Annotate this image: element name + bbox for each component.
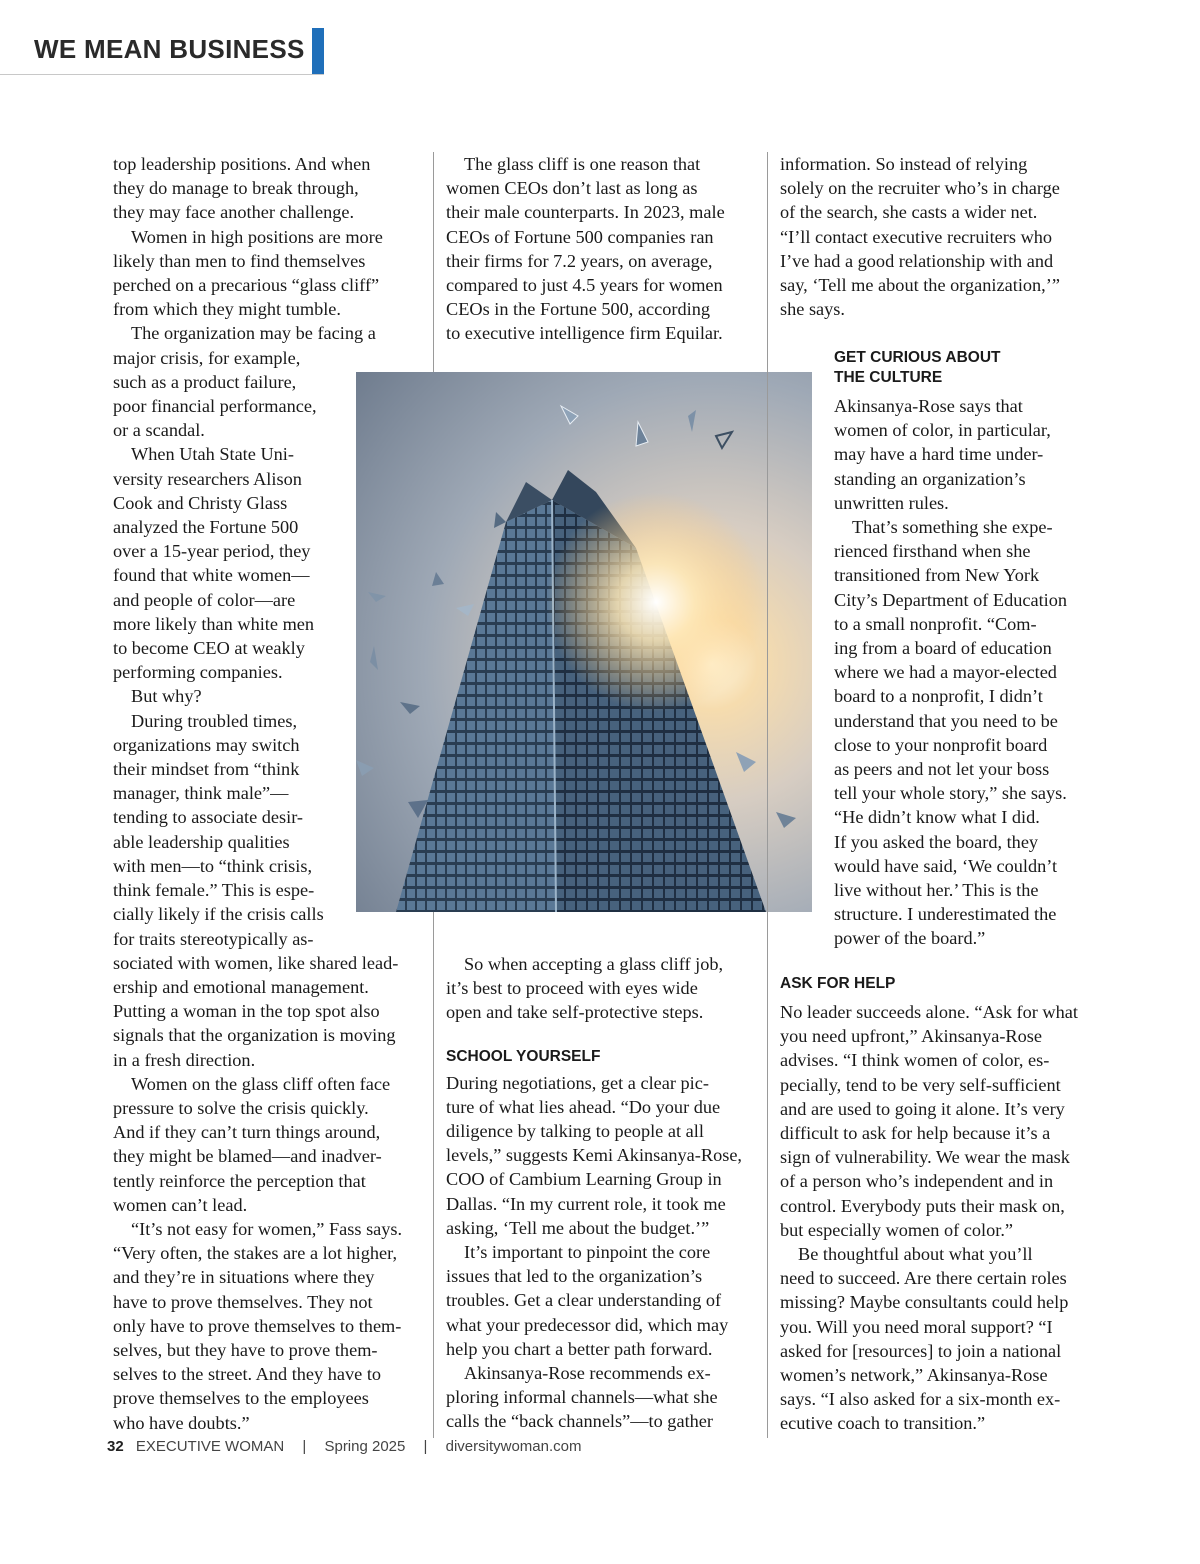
text-line: diligence by talking to people at all [446, 1121, 704, 1142]
text-line: open and take self-protective steps. [446, 1002, 704, 1023]
text-line: women CEOs don’t last as long as [446, 178, 698, 199]
text-line: issues that led to the organization’s [446, 1266, 703, 1287]
text-line: such as a product failure, [113, 371, 297, 392]
page-footer [107, 1438, 582, 1455]
text-line: difficult to ask for help because it’s a [780, 1123, 1051, 1144]
text-line: she says. [780, 299, 845, 320]
text-line: women’s network,” Akinsanya-Rose [780, 1365, 1048, 1386]
text-line: So when accepting a glass cliff job, [464, 954, 724, 974]
text-line: control. Everybody puts their mask on, [780, 1195, 1065, 1216]
text-line: or a scandal. [113, 420, 205, 441]
text-line: would have said, ‘We couldn’t [834, 855, 1058, 876]
text-line: The organization may be facing a [131, 323, 376, 344]
text-line: more likely than white men [113, 613, 315, 634]
text-line: rienced firsthand when she [834, 541, 1031, 562]
text-line: standing an organization’s [834, 468, 1026, 489]
text-line: over a 15-year period, they [113, 541, 311, 562]
text-line: where we had a mayor-elected [834, 662, 1057, 683]
text-line: That’s something she expe- [852, 517, 1053, 538]
subheading-get-curious-line-1: GET CURIOUS ABOUT [834, 349, 1001, 366]
section-accent-bar [312, 28, 324, 74]
text-line: help you chart a better path forward. [446, 1338, 713, 1359]
text-line: of the search, she casts a wider net. [780, 202, 1038, 223]
text-line: their mindset from “think [113, 759, 300, 780]
text-line: I’ve had a good relationship with and [780, 250, 1054, 271]
text-line: organizations may switch [113, 734, 300, 755]
text-line: Cook and Christy Glass [113, 492, 288, 513]
text-line: “He didn’t know what I did. [834, 807, 1040, 828]
text-line: No leader succeeds alone. “Ask for what [780, 1002, 1078, 1022]
text-line: Women in high positions are more [131, 226, 383, 247]
col1-top-text [113, 152, 425, 346]
text-line: missing? Maybe consultants could help [780, 1292, 1069, 1313]
text-line: may have a hard time under- [834, 444, 1044, 465]
text-line: CEOs in the Fortune 500, according [446, 299, 711, 320]
section-title: WE MEAN BUSINESS [34, 34, 305, 64]
text-line: for traits stereotypically as- [113, 928, 314, 949]
text-line: analyzed the Fortune 500 [113, 517, 299, 538]
text-line: COO of Cambium Learning Group in [446, 1169, 722, 1190]
publication-name: EXECUTIVE WOMAN [135, 1438, 285, 1455]
text-line: what your predecessor did, which may [446, 1314, 729, 1335]
text-line: tending to associate desir- [113, 807, 304, 828]
column-divider [767, 152, 768, 1438]
text-line: troubles. Get a clear understanding of [446, 1290, 722, 1311]
text-line: understand that you need to be [834, 710, 1058, 731]
text-line: and people of color—are [113, 589, 296, 610]
text-line: found that white women— [113, 565, 310, 586]
text-line: to a small nonprofit. “Com- [834, 613, 1037, 634]
text-line: tell your whole story,” she says. [834, 783, 1067, 804]
text-line: Akinsanya-Rose recommends ex- [464, 1363, 711, 1384]
text-line: close to your nonprofit board [834, 734, 1048, 755]
text-line: they might be blamed—and inadver- [113, 1146, 382, 1167]
text-line: information. So instead of relying [780, 154, 1028, 174]
text-line: sociated with women, like shared lead- [113, 952, 399, 973]
text-line: asked for [resources] to join a national [780, 1340, 1062, 1361]
article-column-3-culture [834, 348, 1094, 951]
text-line: Putting a woman in the top spot also [113, 1001, 380, 1022]
text-line: you need upfront,” Akinsanya-Rose [780, 1026, 1042, 1047]
article-column-3-top [780, 152, 1092, 321]
article-column-2-top [446, 152, 758, 346]
text-line: prove themselves to the employees [113, 1388, 369, 1409]
subheading-school-yourself: SCHOOL YOURSELF [446, 1047, 601, 1065]
text-line: sign of vulnerability. We wear the mask [780, 1147, 1070, 1168]
text-line: ploring informal channels—what she [446, 1387, 718, 1408]
footer-separator: | [302, 1438, 307, 1455]
text-line: board to a nonprofit, I didn’t [834, 686, 1043, 707]
text-line: ership and emotional management. [113, 976, 369, 997]
text-line: in a fresh direction. [113, 1049, 256, 1070]
text-line: with men—to “think crisis, [113, 855, 313, 876]
text-line: cially likely if the crisis calls [113, 904, 324, 925]
section-header [0, 28, 324, 75]
text-line: “Very often, the stakes are a lot higher, [113, 1243, 398, 1264]
col1-bottom-text [113, 951, 425, 1435]
text-line: able leadership qualities [113, 831, 290, 852]
text-line: ecutive coach to transition.” [780, 1413, 986, 1434]
text-line: transitioned from New York [834, 565, 1040, 586]
text-line: they do manage to break through, [113, 178, 359, 199]
text-line: major crisis, for example, [113, 347, 301, 368]
text-line: advises. “I think women of color, es- [780, 1050, 1050, 1071]
text-line: and are used to going it alone. It’s very [780, 1098, 1065, 1119]
text-line: pressure to solve the crisis quickly. [113, 1097, 369, 1118]
subheading-get-curious-line-2: THE CULTURE [834, 369, 943, 386]
text-line: and they’re in situations where they [113, 1267, 375, 1288]
footer-separator: | [423, 1438, 428, 1455]
col1-wrapped-text [113, 346, 343, 951]
issue-date: Spring 2025 [324, 1438, 406, 1455]
text-line: of a person who’s independent and in [780, 1171, 1054, 1192]
text-line: “I’ll contact executive recruiters who [780, 226, 1053, 247]
text-line: their firms for 7.2 years, on average, [446, 250, 713, 271]
text-line: But why? [131, 686, 202, 707]
text-line: performing companies. [113, 662, 283, 683]
text-line: tently reinforce the perception that [113, 1170, 366, 1191]
text-line: their male counterparts. In 2023, male [446, 202, 725, 223]
text-line: manager, think male”— [113, 783, 289, 804]
text-line: calls the “back channels”—to gather [446, 1411, 713, 1432]
text-line: It’s important to pinpoint the core [464, 1242, 711, 1263]
website-link[interactable]: diversitywoman.com [445, 1438, 582, 1455]
text-line: Be thoughtful about what you’ll [798, 1244, 1033, 1265]
glass-cliff-skyscraper-photo [356, 372, 812, 912]
text-line: versity researchers Alison [113, 468, 302, 489]
text-line: but especially women of color.” [780, 1219, 1014, 1240]
text-line: City’s Department of Education [834, 589, 1068, 610]
text-line: levels,” suggests Kemi Akinsanya-Rose, [446, 1145, 743, 1166]
text-line: they may face another challenge. [113, 202, 355, 223]
text-line: who have doubts.” [113, 1412, 250, 1433]
text-line: selves to the street. And they have to [113, 1364, 382, 1385]
text-line: from which they might tumble. [113, 299, 341, 320]
text-line: likely than men to find themselves [113, 250, 366, 271]
text-line: “It’s not easy for women,” Fass says. [131, 1218, 403, 1239]
text-line: solely on the recruiter who’s in charge [780, 178, 1060, 199]
text-line: pecially, tend to be very self-sufficient [780, 1074, 1061, 1095]
text-line: power of the board.” [834, 928, 986, 949]
text-line: it’s best to proceed with eyes wide [446, 978, 698, 999]
text-line: you. Will you need moral support? “I [780, 1316, 1053, 1337]
text-line: The glass cliff is one reason that [464, 154, 701, 174]
text-line: CEOs of Fortune 500 companies ran [446, 226, 714, 247]
text-line: need to succeed. Are there certain roles [780, 1268, 1067, 1289]
text-line: structure. I underestimated the [834, 904, 1057, 925]
text-line: perched on a precarious “glass cliff” [113, 275, 380, 296]
text-line: women of color, in particular, [834, 420, 1051, 441]
text-line: asking, ‘Tell me about the budget.’” [446, 1217, 710, 1238]
text-line: only have to prove themselves to them- [113, 1315, 402, 1336]
text-line: Akinsanya-Rose says that [834, 396, 1023, 416]
page-number: 32 [107, 1438, 124, 1455]
text-line: During troubled times, [131, 710, 298, 731]
text-line: If you asked the board, they [834, 831, 1039, 852]
text-line: top leadership positions. And when [113, 154, 371, 174]
text-line: ture of what lies ahead. “Do your due [446, 1096, 721, 1117]
text-line: selves, but they have to prove them- [113, 1339, 378, 1360]
text-line: Women on the glass cliff often face [131, 1073, 391, 1094]
text-line: to executive intelligence firm Equilar. [446, 323, 723, 344]
text-line: Dallas. “In my current role, it took me [446, 1193, 726, 1214]
text-line: When Utah State Uni- [131, 444, 294, 465]
subheading-ask-for-help: ASK FOR HELP [780, 975, 896, 992]
text-line: And if they can’t turn things around, [113, 1122, 381, 1143]
text-line: During negotiations, get a clear pic- [446, 1072, 709, 1093]
text-line: as peers and not let your boss [834, 759, 1050, 780]
article-column-2-bottom [446, 952, 758, 1434]
article-column-3-help [780, 974, 1092, 1436]
text-line: to become CEO at weakly [113, 638, 305, 659]
text-line: says. “I also asked for a six-month ex- [780, 1389, 1061, 1410]
text-line: say, ‘Tell me about the organization,’” [780, 275, 1060, 296]
text-line: think female.” This is espe- [113, 880, 315, 901]
text-line: poor financial performance, [113, 396, 317, 417]
text-line: unwritten rules. [834, 492, 949, 513]
text-line: ing from a board of education [834, 638, 1052, 659]
text-line: live without her.’ This is the [834, 880, 1039, 901]
text-line: women can’t lead. [113, 1194, 248, 1215]
text-line: have to prove themselves. They not [113, 1291, 373, 1312]
text-line: signals that the organization is moving [113, 1025, 396, 1046]
text-line: compared to just 4.5 years for women [446, 275, 723, 296]
